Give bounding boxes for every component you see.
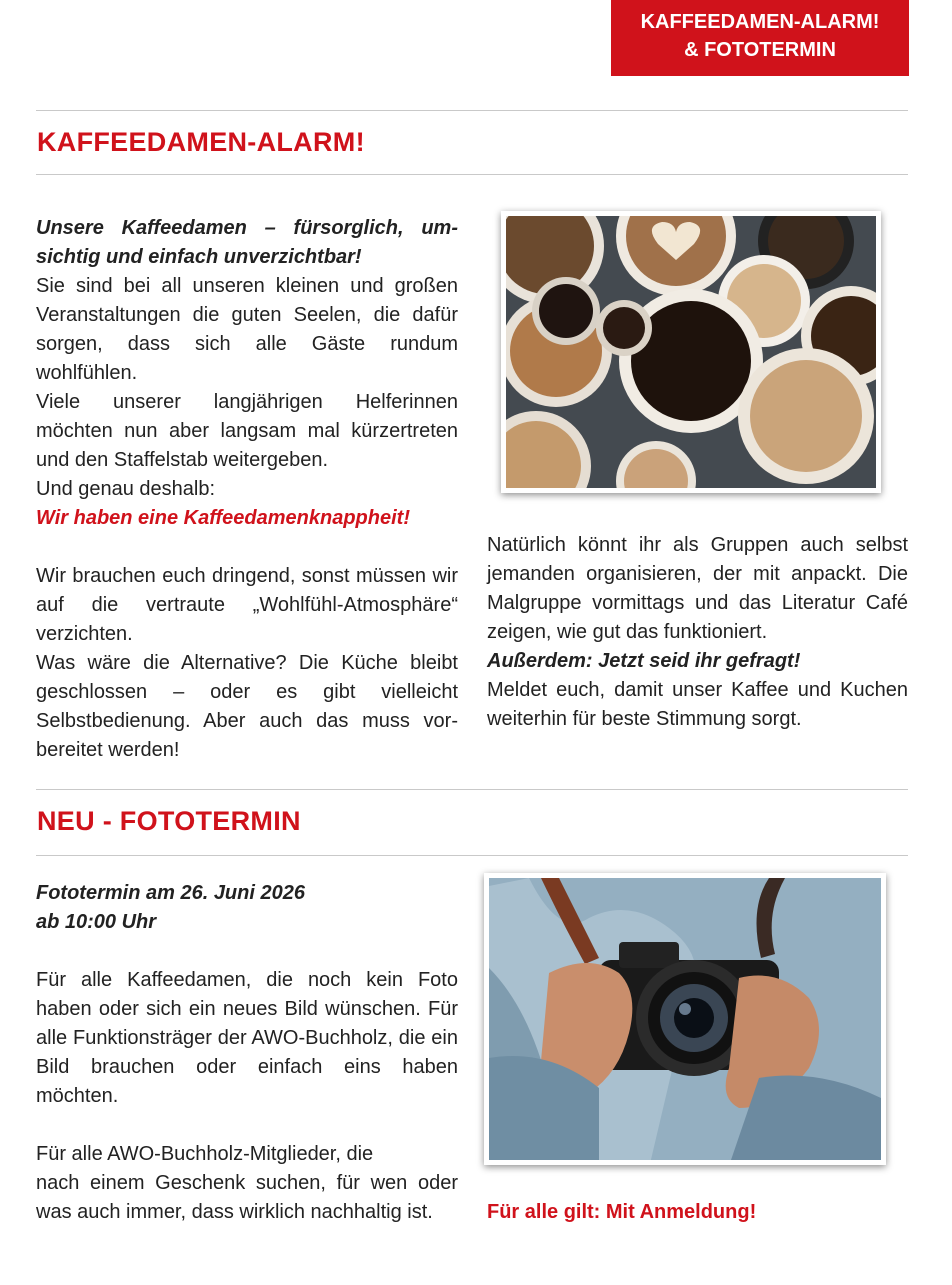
camera-photo — [484, 873, 886, 1165]
section2-paragraph: Für alle Kaffeedamen, die noch kein Foto haben oder sich ein neues Bild wünschen. Für alle Funktionsträger der AWO-Buchholz, die ein Bild brauchen oder einfach eins haben möchten. — [36, 969, 458, 1107]
corner-tag — [611, 0, 909, 76]
section1-left-column — [36, 214, 458, 765]
section2-heading: NEU - FOTOTERMIN — [37, 806, 301, 836]
coffee-cups-photo — [501, 211, 881, 493]
section1-paragraph: Meldet euch, damit unser Kaffee und Kuchen weiterhin für beste Stimmung sorgt. — [487, 679, 908, 730]
corner-tag-line1: KAFFEEDAMEN-ALARM! — [640, 11, 880, 33]
section1-paragraph: Natürlich könnt ihr als Gruppen auch selbst jemanden organisieren, der mit anpackt. Die Malgruppe vormittags und das Literatur Café zeigen, wie gut das funktioniert. — [487, 534, 908, 643]
section2-paragraph: nach einem Geschenk suchen, für wen oder was auch immer, dass wirklich nachhaltig ist. — [36, 1172, 458, 1223]
corner-tag-line2: & FOTOTERMIN — [684, 39, 836, 61]
section2-paragraph: Für alle AWO-Buchholz-Mitglieder, die — [36, 1143, 374, 1165]
section1-heading: KAFFEEDAMEN-ALARM! — [37, 127, 365, 157]
section2-left-column — [36, 879, 458, 1227]
divider — [36, 110, 908, 111]
divider — [36, 855, 908, 856]
section1-emphasis: Außerdem: Jetzt seid ihr gefragt! — [487, 650, 801, 672]
section1-right-column — [487, 531, 908, 734]
registration-note: Für alle gilt: Mit Anmeldung! — [487, 1201, 757, 1223]
section1-intro: Unsere Kaffeedamen – fürsorglich, umsichtig und einfach unverzichtbar! — [36, 217, 458, 268]
fototermin-time: ab 10:00 Uhr — [36, 911, 157, 933]
section1-paragraph: Was wäre die Alternative? Die Küche bleibt geschlossen – oder es gibt vielleicht Selbstbedienung. Aber auch das muss vorbereitet werden! — [36, 652, 458, 761]
fototermin-date: Fototermin am 26. Juni 2026 — [36, 882, 305, 904]
section1-paragraph: Sie sind bei all unseren kleinen und großen Veranstaltungen die guten Seelen, die dafür sorgen, dass sich alle Gäste rundum wohlfühlen. — [36, 275, 458, 384]
section1-paragraph: Viele unserer langjährigen Helferinnen möchten nun aber langsam mal kürzertreten und den Staffelstab weitergeben. — [36, 391, 458, 471]
section1-paragraph: Und genau deshalb: — [36, 478, 216, 500]
divider — [36, 789, 908, 790]
section1-alert: Wir haben eine Kaffeedamenknappheit! — [36, 507, 410, 529]
section1-paragraph: Wir brauchen euch dringend, sonst müssen wir auf die vertraute „Wohlfühl-Atmosphäre“ verzichten. — [36, 565, 458, 645]
divider — [36, 174, 908, 175]
